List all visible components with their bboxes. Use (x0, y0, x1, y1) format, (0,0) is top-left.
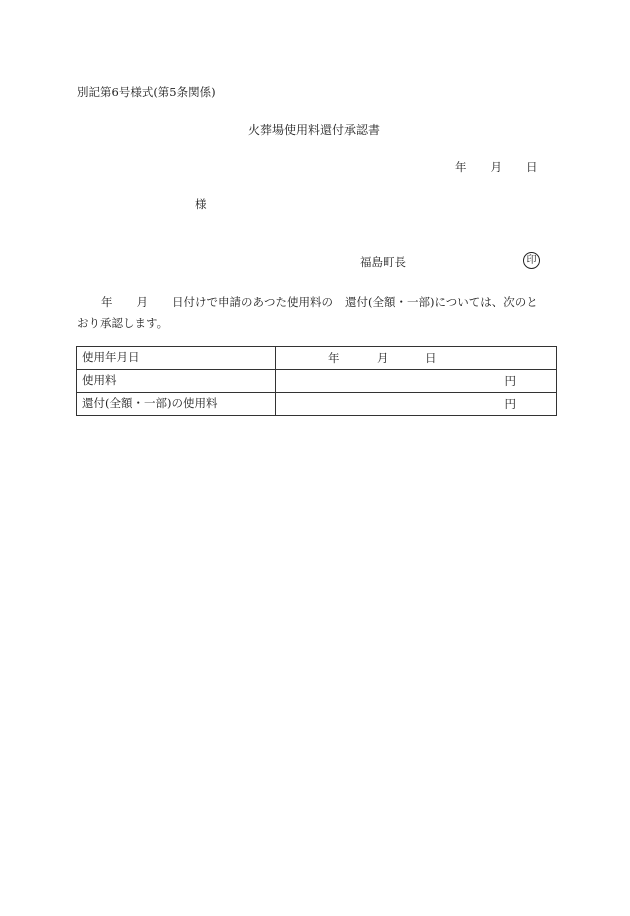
usage-date-day: 日 (425, 351, 437, 365)
detail-table (76, 346, 557, 416)
statement-month: 月 (136, 295, 148, 309)
statement-part2: 還付(全額・一部)については、次のと (345, 295, 538, 309)
statement-year: 年 (101, 295, 113, 309)
issuer-name: 福島町長 (360, 255, 406, 269)
issue-date-month: 月 (490, 160, 502, 174)
approval-statement (77, 292, 561, 334)
approval-statement-line-1 (77, 292, 561, 313)
issue-date-year: 年 (455, 160, 467, 174)
issue-date (455, 162, 538, 174)
table-row (77, 370, 557, 393)
usage-date-value (276, 347, 557, 370)
refund-fee-label: 還付(全額・一部)の使用料 (77, 393, 276, 416)
table-row (77, 347, 557, 370)
seal-mark-icon: 印 (523, 252, 540, 269)
usage-fee-value (276, 370, 557, 393)
statement-part1: 日付けで申請のあつた使用料の (172, 295, 333, 309)
usage-fee-unit: 円 (504, 374, 516, 388)
usage-date-month: 月 (377, 351, 389, 365)
table-row (77, 393, 557, 416)
usage-fee-label: 使用料 (77, 370, 276, 393)
usage-date-year: 年 (328, 351, 340, 365)
addressee-suffix: 様 (195, 197, 207, 211)
form-reference: 別記第6号様式(第5条関係) (77, 85, 216, 99)
approval-statement-line-2: おり承認します。 (77, 316, 169, 330)
usage-date-label: 使用年月日 (77, 347, 276, 370)
refund-fee-value (276, 393, 557, 416)
document-title: 火葬場使用料還付承認書 (248, 123, 381, 137)
refund-fee-unit: 円 (504, 397, 516, 411)
issue-date-day: 日 (526, 160, 538, 174)
